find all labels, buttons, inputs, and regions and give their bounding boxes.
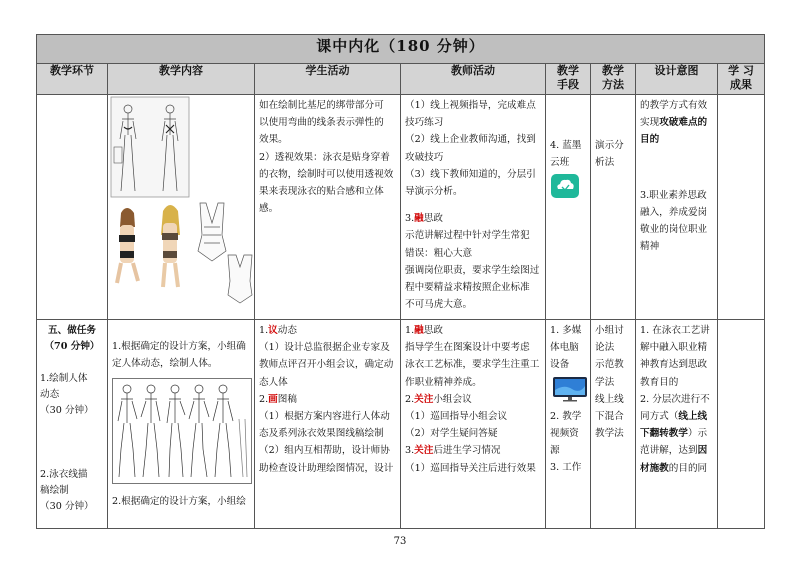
teacher-line: 不可马虎大意。 (405, 299, 473, 311)
intent-line: 解中融入职业精 (640, 342, 708, 354)
student-line: 2）透视效果：泳衣是贴身穿着 (259, 151, 390, 163)
method-line: 析法 (595, 157, 615, 169)
task-duration: （30 分钟） (40, 501, 94, 512)
teacher-section-heading (405, 210, 541, 227)
means-line: 3. 工作 (550, 462, 582, 474)
intent-emphasis: 因 (697, 445, 708, 457)
stage-duration: （70 分钟） (44, 341, 100, 352)
student-section-heading (259, 391, 396, 408)
intent-emphasis: 目的 (640, 134, 660, 146)
content-line: 2.根据确定的设计方案，小组绘 (112, 495, 246, 507)
method-line: 学法 (595, 376, 615, 388)
teacher-activity-cell (401, 320, 546, 529)
intent-line (640, 408, 713, 425)
intent-emphasis: 材施教 (640, 462, 669, 474)
teacher-line: 导演示分析。 (405, 186, 463, 198)
intent-cell (636, 320, 718, 529)
intent-line: 2. 分层次进行不 (640, 393, 710, 405)
teacher-line: 作职业精神养成。 (405, 376, 482, 388)
student-line: 教师点评召开小组会议，确定动 (259, 359, 394, 371)
section-number: 1. (259, 325, 269, 336)
header-method: 教学 方法 (591, 64, 636, 95)
swimwear-sketch-images (108, 95, 254, 315)
intent-line: 3.职业素养思政 (640, 189, 707, 201)
teacher-section-heading (405, 322, 541, 339)
content-cell (108, 320, 255, 529)
means-line: 视频资 (550, 428, 579, 440)
teacher-line: 错误：粗心大意 (405, 247, 473, 259)
intent-cell (636, 95, 718, 320)
section-label: 思政 (423, 325, 443, 336)
header-student: 学生活动 (255, 64, 401, 95)
teacher-line: （2）对学生疑问答疑 (405, 428, 498, 440)
figure-illustration-2 (161, 205, 180, 287)
student-section-heading (259, 322, 396, 339)
teacher-line: （1）巡回指导小组会议 (405, 411, 508, 423)
section-label: 小组会议 (433, 393, 472, 405)
student-line: 态及系列泳衣效果图线稿绘制 (259, 428, 384, 440)
swimsuit-flat-sketch (198, 203, 252, 303)
method-line: 演示分 (595, 140, 624, 151)
outcome-cell (718, 95, 765, 320)
means-line: 2. 教学 (550, 410, 582, 422)
student-line: 的衣物，绘制时可以使用透视效 (259, 168, 394, 180)
page-number: 73 (393, 536, 407, 547)
teacher-line: 泳衣工艺标准，要求学生注重工 (405, 359, 540, 371)
student-activity-cell (255, 95, 401, 320)
student-line: （2）组内互相帮助，设计师协 (259, 445, 390, 457)
student-line: 如在绘制比基尼的绑带部分可 (259, 100, 384, 111)
task-label: 2.泳衣线描 (40, 469, 88, 480)
lanmo-cloud-class-icon (550, 173, 580, 199)
teacher-line: 强调岗位职责，要求学生绘图过 (405, 264, 540, 276)
intent-text: 的目的同 (668, 462, 708, 474)
task-label: 稿绘制 (40, 485, 69, 496)
table-row (37, 95, 765, 320)
teacher-line: 攻破技巧 (405, 151, 444, 163)
body-pose-sketch (112, 378, 252, 484)
intent-line: 1. 在泳衣工艺讲 (640, 325, 710, 336)
task-label: 动态 (40, 389, 60, 400)
method-cell (591, 95, 636, 320)
means-line: 1. 多媒 (550, 325, 582, 336)
intent-line (640, 114, 713, 131)
table-title: 课中内化（180 分钟） (37, 35, 765, 64)
intent-line (640, 425, 713, 442)
method-line: 线上线 (595, 393, 624, 405)
content-images-cell (108, 95, 255, 320)
section-number: 3. (405, 213, 415, 225)
teacher-line: 示范讲解过程中针对学生常犯 (405, 230, 530, 242)
intent-emphasis: 下翻转教学 (640, 428, 688, 440)
intent-line (640, 460, 713, 477)
student-line: 助检查设计助理绘图情况，设计 (259, 462, 394, 474)
intent-line: 融入，养成爱岗 (640, 206, 708, 218)
student-line: 以使用弯曲的线条表示弹性的 (259, 117, 384, 129)
table-row (37, 320, 765, 529)
section-number: 3. (405, 445, 415, 457)
section-number: 2. (259, 393, 269, 405)
teacher-line: 程中要精益求精按照企业标准 (405, 282, 530, 294)
intent-line: 神教育达到思政 (640, 359, 708, 371)
intent-text: ）示 (687, 428, 708, 440)
intent-line (640, 442, 713, 459)
intent-line: 精神 (640, 241, 660, 253)
method-line: 教学法 (595, 428, 624, 440)
student-activity-cell (255, 320, 401, 529)
intent-line: 教育目的 (640, 376, 679, 388)
intent-line: 的教学方式有效 (640, 100, 708, 111)
task-label: 1.绘制人体 (40, 373, 88, 384)
intent-emphasis: 线上线 (678, 411, 708, 423)
header-content: 教学内容 (108, 64, 255, 95)
means-line: 源 (550, 445, 560, 457)
student-line: 感。 (259, 203, 279, 215)
section-keyword: 融 (414, 213, 424, 225)
lesson-plan-table (36, 34, 765, 529)
stage-cell (37, 320, 108, 529)
student-line: 效果。 (259, 134, 288, 146)
section-keyword: 关注 (414, 445, 434, 457)
outcome-cell (718, 320, 765, 529)
means-line: 云班 (550, 157, 570, 169)
section-label: 图稿 (277, 393, 297, 405)
header-outcome: 学 习 成果 (718, 64, 765, 95)
teacher-line: （1）巡回指导关注后进行效果 (405, 462, 536, 474)
section-label: 动态 (277, 325, 297, 336)
intent-line: 敬业的岗位职业 (640, 224, 708, 236)
teacher-line: （2）线上企业教师沟通，找到 (405, 134, 536, 146)
means-cell (546, 320, 591, 529)
section-keyword: 融 (414, 325, 424, 336)
section-label: 思政 (423, 213, 443, 225)
header-intent: 设计意图 (636, 64, 718, 95)
header-means: 教学 手段 (546, 64, 591, 95)
teacher-section-heading (405, 391, 541, 408)
teacher-activity-cell (401, 95, 546, 320)
method-line: 示范教 (595, 359, 624, 371)
section-number: 1. (405, 325, 415, 336)
method-line: 小组讨 (595, 325, 624, 336)
header-row (37, 64, 765, 95)
intent-text: 范讲解，达到 (640, 445, 698, 457)
stage-cell-empty (37, 95, 108, 320)
teacher-line: 指导学生在图案设计中要考虑 (405, 342, 530, 354)
student-line: 果来表现泳衣的贴合感和立体 (259, 186, 384, 198)
task-duration: （30 分钟） (40, 405, 94, 416)
student-line: 态人体 (259, 376, 288, 388)
stage-title: 五、做任务 (48, 325, 96, 336)
header-teacher: 教师活动 (401, 64, 546, 95)
method-line: 下混合 (595, 411, 624, 423)
content-line: 1.根据确定的设计方案，小组确 (112, 341, 246, 352)
smart-screen-icon (552, 376, 588, 402)
intent-text: 实现 (640, 117, 660, 129)
figure-illustration-1 (117, 208, 138, 283)
means-line: 体电脑 (550, 342, 579, 354)
header-stage: 教学环节 (37, 64, 108, 95)
teacher-line: （1）线上视频指导，完成难点 (405, 100, 536, 111)
intent-emphasis: 攻破难点的 (659, 117, 708, 129)
teacher-line: 技巧练习 (405, 117, 444, 129)
intent-text: 同方式（ (640, 411, 679, 423)
student-line: （1）根据方案内容进行人体动 (259, 411, 390, 423)
section-keyword: 画 (268, 393, 278, 405)
method-cell (591, 320, 636, 529)
section-label: 后进生学习情况 (433, 445, 501, 457)
section-number: 2. (405, 393, 415, 405)
student-line: （1）设计总监很据企业专家及 (259, 342, 390, 354)
teacher-line: （3）线下教师知道的，分层引 (405, 168, 536, 180)
teacher-section-heading (405, 442, 541, 459)
content-line: 定人体动态，绘制人体。 (112, 358, 218, 370)
means-line: 设备 (550, 359, 570, 371)
method-line: 论法 (595, 342, 615, 354)
means-cell (546, 95, 591, 320)
means-line: 4. 蓝墨 (550, 140, 582, 151)
section-keyword: 议 (268, 325, 278, 336)
section-keyword: 关注 (414, 393, 434, 405)
